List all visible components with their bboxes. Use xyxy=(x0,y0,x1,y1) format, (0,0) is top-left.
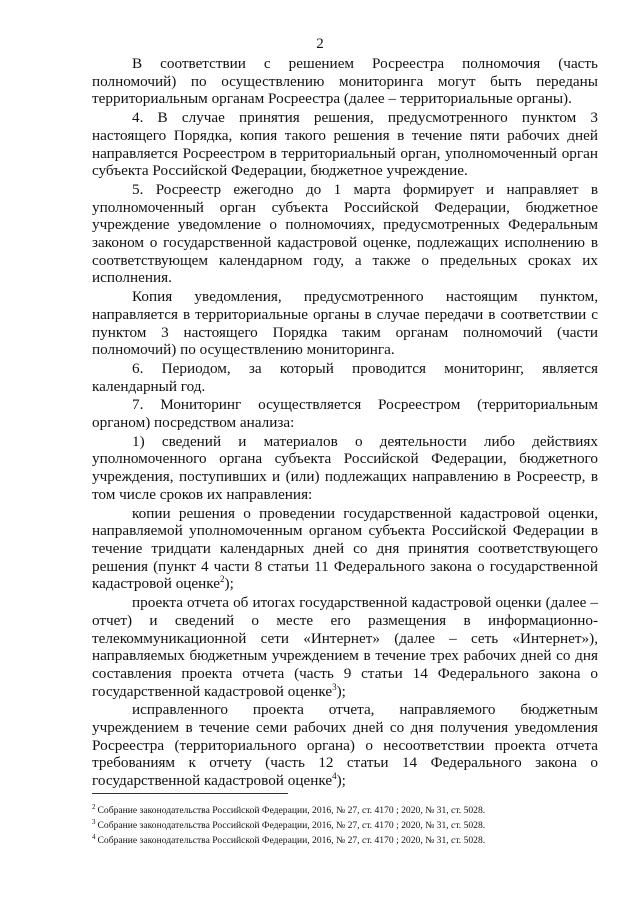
footnote-4 xyxy=(92,833,598,848)
footnote-3 xyxy=(92,818,598,833)
paragraph-tail: ); xyxy=(336,772,346,790)
paragraph-delegation: В соответствии с решением Росреестра полномочия (часть полномочий) по осуществлению мониторинга могут быть переданы территориальным органам Росреестра (далее – территориальные органы). xyxy=(92,55,598,108)
footnote-ref-3[interactable]: 3 xyxy=(332,681,337,692)
paragraph-text: копии решения о проведении государственной кадастровой оценки, направляемой уполномоченным органом субъекта Российской Федерации в течение тридцати календарных дней со дня принятия соответствующего решения (пункт 4 части 8 статьи 11 Федерального закона о государственной кадастровой оценке xyxy=(92,504,598,593)
paragraph-corrected-report xyxy=(92,701,598,790)
footnote-ref-4[interactable]: 4 xyxy=(332,771,337,782)
paragraph-draft-report xyxy=(92,594,598,700)
paragraph-item-4: 4. В случае принятия решения, предусмотренного пунктом 3 настоящего Порядка, копия такого решения в течение пяти рабочих дней направляется Росреестром в территориальный орган, уполномоченный орган субъекта Российской Федерации, бюджетное учреждение. xyxy=(92,109,598,180)
paragraph-item-6: 6. Периодом, за который проводится мониторинг, является календарный год. xyxy=(92,359,598,395)
page-number: 2 xyxy=(316,36,324,52)
paragraph-notice-copy: Копия уведомления, предусмотренного настоящим пунктом, направляется в территориальные органы в случае передачи в соответствии с пунктом 3 настоящего Порядка таким органам полномочий (части полномочий) по осуществлению мониторинга. xyxy=(92,288,598,359)
paragraph-text: проекта отчета об итогах государственной кадастровой оценки (далее – отчет) и сведений о месте его размещения в информационно-телекоммуникационной сети «Интернет» (далее – сеть «Интернет»), направляемых бюджетным учреждением в течение трех рабочих дней со дня составления проекта отчета (часть 9 статьи 14 Федерального закона о государственной кадастровой оценке xyxy=(92,594,598,700)
footnote-mark: 2 xyxy=(92,802,96,811)
footnote-divider xyxy=(92,793,288,794)
footnote-mark: 4 xyxy=(92,832,96,841)
footnote-2 xyxy=(92,803,598,818)
document-body xyxy=(92,55,598,790)
footnote-mark: 3 xyxy=(92,817,96,826)
paragraph-item-7: 7. Мониторинг осуществляется Росреестром (территориальным органом) посредством анализа: xyxy=(92,396,598,432)
footnote-text: Собрание законодательства Российской Федерации, 2016, № 27, ст. 4170 ; 2020, № 31, ст. 5028. xyxy=(97,805,486,816)
paragraph-item-5: 5. Росреестр ежегодно до 1 марта формирует и направляет в уполномоченный орган субъекта Российской Федерации, бюджетное учреждение уведомление о полномочиях, предусмотренных Федеральным законом о государственной кадастровой оценке, подлежащих исполнению в соответствующем календарном году, а также о предельных сроках их исполнения. xyxy=(92,180,598,287)
paragraph-tail: ); xyxy=(224,575,234,593)
paragraph-text: исправленного проекта отчета, направляемого бюджетным учреждением в течение семи рабочих дней со дня получения уведомления Росреестра (территориального органа) о несоответствии проекта отчета требованиям к отчету (часть 12 статьи 14 Федерального закона о государственной кадастровой оценке xyxy=(92,701,598,790)
footnote-text: Собрание законодательства Российской Федерации, 2016, № 27, ст. 4170 ; 2020, № 31, ст. 5028. xyxy=(97,820,486,831)
paragraph-tail: ); xyxy=(336,682,346,700)
footnotes-section xyxy=(92,803,598,848)
footnote-ref-2[interactable]: 2 xyxy=(220,574,225,585)
paragraph-decision-copy xyxy=(92,505,598,594)
paragraph-subitem-1: 1) сведений и материалов о деятельности либо действиях уполномоченного органа субъекта Российской Федерации, бюджетного учреждения, поступивших и (или) подлежащих направлению в Росреестр, в том числе сроков их направления: xyxy=(92,432,598,503)
footnote-text: Собрание законодательства Российской Федерации, 2016, № 27, ст. 4170 ; 2020, № 31, ст. 5028. xyxy=(97,835,486,846)
